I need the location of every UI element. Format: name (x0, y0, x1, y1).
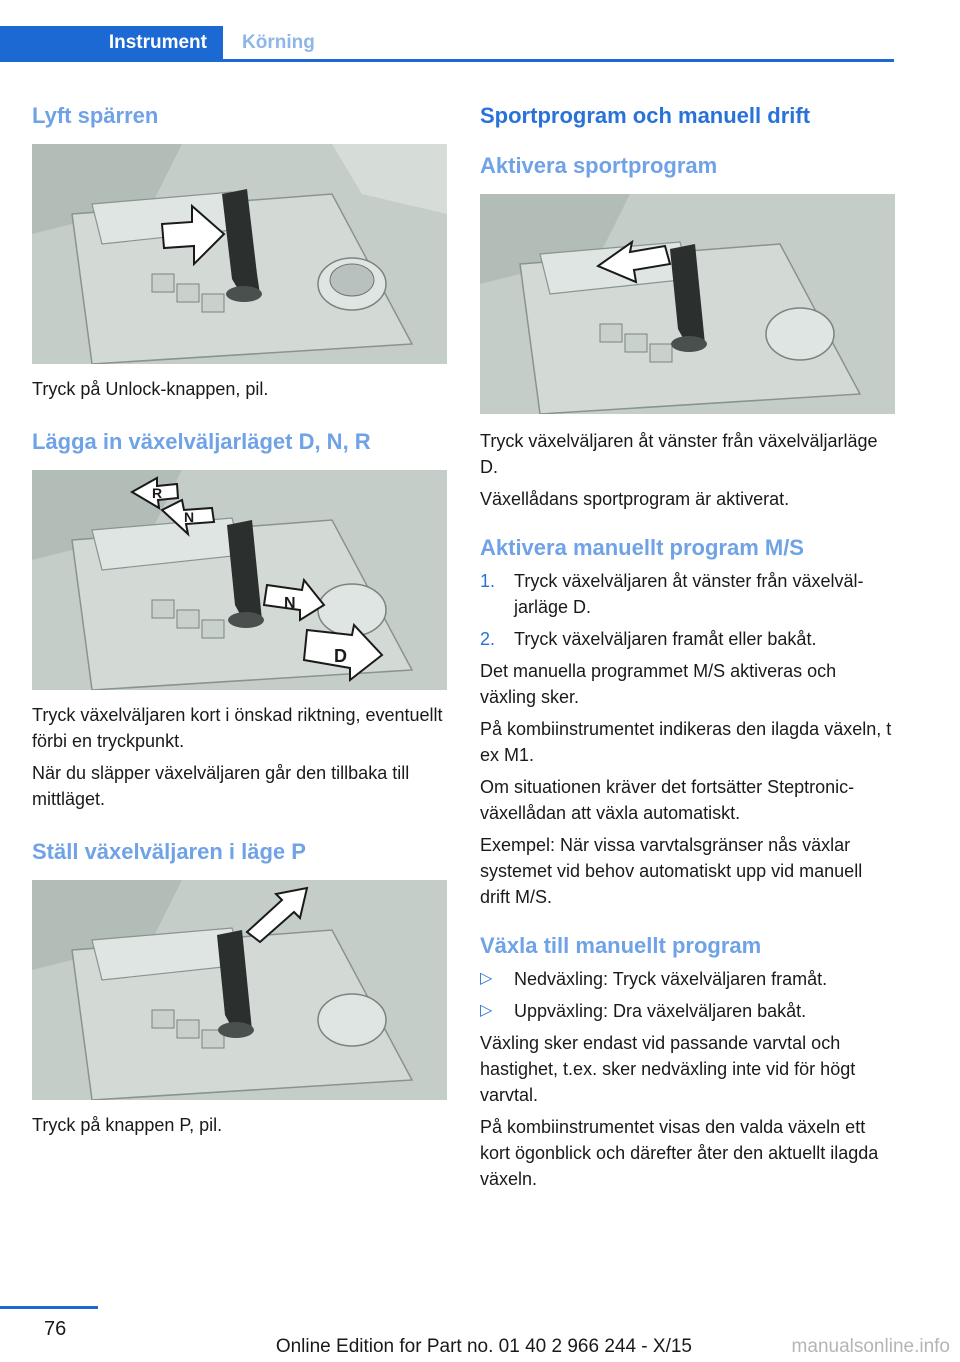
section-title-park: Ställ växelväljaren i läge P (32, 839, 306, 864)
step-text: Tryck växelväljaren framåt eller bakåt. (514, 629, 817, 649)
caption-unlock: Tryck på Unlock-knappen, pil. (32, 379, 269, 399)
subsection-title-aktivera-sport: Aktivera sportprogram (480, 153, 718, 178)
step-number: 2. (480, 629, 496, 649)
caption-park: Tryck på knappen P, pil. (32, 1115, 223, 1135)
footer-rule (0, 1306, 98, 1309)
header-rule (0, 59, 894, 62)
step-text: Tryck växelväljaren åt vänster från växelväljarläge D. (514, 571, 864, 617)
page-number: 76 (44, 1318, 67, 1340)
tab-instrument[interactable]: Instrument (0, 26, 223, 60)
paragraph-manual-3: Om situationen kräver det fortsätter Steptronic-växellådan att växla automatiskt. (480, 777, 855, 823)
bullet-item (480, 998, 895, 1024)
figure-dnr-selection (32, 470, 447, 690)
gear-selector-park-illustration (32, 880, 447, 1100)
steps-manual-program (480, 568, 895, 652)
paragraph-dnr-1: Tryck växelväljaren kort i önskad riktning, eventuellt förbi en tryckpunkt. (32, 705, 443, 751)
paragraph-shift-1: Växling sker endast vid passande varvtal och hastighet, t.ex. sker nedväxling inte vid för högt varvtal. (480, 1033, 856, 1105)
bullets-shift (480, 966, 895, 1024)
right-column (480, 100, 895, 1192)
watermark-text: manualsonline.info (791, 1336, 950, 1357)
left-column (32, 100, 447, 1138)
paragraph-manual-1: Det manuella programmet M/S aktiveras och växling sker. (480, 661, 837, 707)
bullet-text: Uppväxling: Dra växelväljaren bakåt. (514, 1001, 807, 1021)
paragraph-manual-2: På kombiinstrumentet indikeras den ilagda växeln, t ex M1. (480, 719, 892, 765)
paragraph-shift-2: På kombiinstrumentet visas den valda växeln ett kort ögonblick och därefter åter den aktuellt ilagda växeln. (480, 1117, 879, 1189)
gear-selector-dnr-illustration (32, 470, 447, 690)
edition-text: Online Edition for Part no. 01 40 2 966 244 - X/15 (275, 1336, 692, 1357)
paragraph-manual-4: Exempel: När vissa varvtalsgränser nås växlar systemet vid behov automatiskt upp vid manuell drift M/S. (480, 835, 863, 907)
gear-selector-sport-illustration (480, 194, 895, 414)
triangle-bullet-icon: ▷ (480, 1002, 493, 1019)
gear-selector-illustration (32, 144, 447, 364)
step-item (480, 568, 895, 620)
label-r: R (152, 485, 163, 501)
bullet-text: Nedväxling: Tryck växelväljaren framåt. (514, 969, 828, 989)
step-number: 1. (480, 571, 496, 591)
subsection-title-manuellt: Aktivera manuellt program M/S (480, 535, 804, 560)
chapter-header (0, 0, 894, 62)
subsection-title-vaxla: Växla till manuellt program (480, 933, 762, 958)
label-d: D (334, 646, 347, 666)
label-n-down: N (284, 595, 296, 612)
section-title-sportprogram: Sportprogram och manuell drift (480, 103, 811, 128)
bullet-item (480, 966, 895, 992)
figure-park-button (32, 880, 447, 1100)
paragraph-sport-1: Tryck växelväljaren åt vänster från växelväljarläge D. (480, 431, 878, 477)
triangle-bullet-icon: ▷ (480, 970, 493, 987)
section-title-dnr: Lägga in växelväljarläget D, N, R (32, 429, 371, 454)
paragraph-dnr-2: När du släpper växelväljaren går den tillbaka till mittläget. (32, 763, 410, 809)
tab-korning[interactable]: Körning (242, 32, 315, 53)
label-n-up: N (184, 509, 195, 525)
step-item (480, 626, 895, 652)
figure-sport-program (480, 194, 895, 414)
section-title-lyft-sparren: Lyft spärren (32, 103, 159, 128)
figure-unlock-button (32, 144, 447, 364)
paragraph-sport-2: Växellådans sportprogram är aktiverat. (480, 489, 790, 509)
